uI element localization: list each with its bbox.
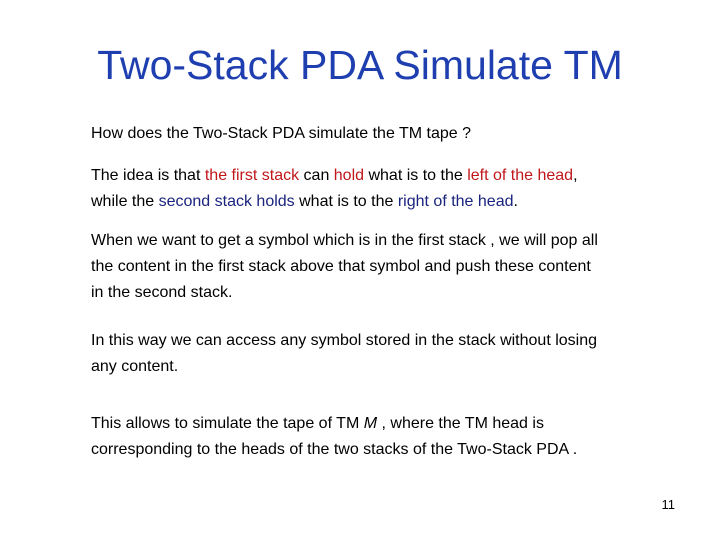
conclusion-text: This allows to simulate the tape of TM xyxy=(91,415,364,432)
access-line-2: any content. xyxy=(91,358,179,375)
idea-text: , xyxy=(573,167,578,184)
idea-line-1 xyxy=(91,163,691,189)
right-of-head-highlight: right of the head xyxy=(397,193,514,210)
hold-highlight: hold xyxy=(333,167,365,184)
idea-text: what is to the xyxy=(364,167,468,184)
idea-text: what is to the xyxy=(294,193,398,210)
pop-push-paragraph xyxy=(91,228,691,306)
left-of-head-highlight: left of the head xyxy=(467,167,574,184)
idea-text: can xyxy=(299,167,334,184)
access-line-1: In this way we can access any symbol stored in the stack without losing xyxy=(91,332,598,349)
idea-text: while the xyxy=(91,193,159,210)
second-stack-highlight: second stack holds xyxy=(158,193,295,210)
idea-text: The idea is that xyxy=(91,167,205,184)
conclusion-line-1 xyxy=(91,411,691,437)
pop-push-line-2: the content in the first stack above that symbol and push these content xyxy=(91,258,591,275)
page-number: 11 xyxy=(661,497,675,512)
access-paragraph xyxy=(91,328,691,380)
first-stack-highlight: the first stack xyxy=(204,167,300,184)
conclusion-paragraph xyxy=(91,411,691,463)
pop-push-line-1: When we want to get a symbol which is in the first stack , we will pop all xyxy=(91,232,598,249)
conclusion-line-2: corresponding to the heads of the two stacks of the Two-Stack PDA . xyxy=(91,441,578,458)
idea-text: . xyxy=(513,193,518,210)
question-text: How does the Two-Stack PDA simulate the TM tape ? xyxy=(91,125,472,142)
tm-m-italic: M xyxy=(363,415,378,432)
idea-line-2 xyxy=(91,189,691,215)
idea-paragraph xyxy=(91,163,691,215)
question-paragraph xyxy=(91,121,691,147)
conclusion-text: , where the TM head is xyxy=(377,415,544,432)
slide-title: Two-Stack PDA Simulate TM xyxy=(97,42,623,88)
pop-push-line-3: in the second stack. xyxy=(91,284,233,301)
